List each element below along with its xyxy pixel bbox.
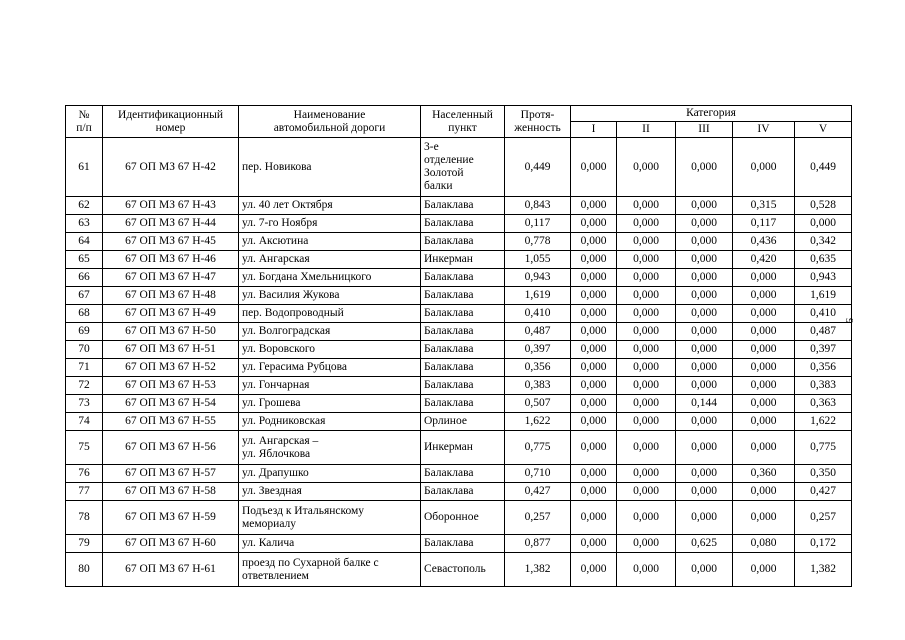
- cell-category-2: 0,000: [617, 501, 676, 535]
- cell-num: 66: [66, 269, 103, 287]
- cell-num: 77: [66, 483, 103, 501]
- cell-category-2: 0,000: [617, 413, 676, 431]
- cell-category-5: 0,000: [795, 215, 852, 233]
- cell-num: 69: [66, 323, 103, 341]
- cell-category-1: 0,000: [571, 483, 617, 501]
- cell-id: 67 ОП МЗ 67 Н-46: [103, 251, 239, 269]
- cell-road-name: ул. 7-го Ноября: [239, 215, 421, 233]
- cell-category-3: 0,000: [676, 377, 733, 395]
- page-number: 9: [843, 318, 855, 324]
- cell-num: 68: [66, 305, 103, 323]
- cell-category-1: 0,000: [571, 395, 617, 413]
- cell-category-4: 0,000: [733, 501, 795, 535]
- cell-road-name: пер. Водопроводный: [239, 305, 421, 323]
- cell-length: 0,943: [505, 269, 571, 287]
- cell-category-3: 0,000: [676, 431, 733, 465]
- cell-id: 67 ОП МЗ 67 Н-54: [103, 395, 239, 413]
- cell-id: 67 ОП МЗ 67 Н-57: [103, 465, 239, 483]
- cell-category-3: 0,000: [676, 501, 733, 535]
- cell-category-5: 0,350: [795, 465, 852, 483]
- cell-category-3: 0,000: [676, 287, 733, 305]
- header-place: Населенный пункт: [421, 106, 505, 138]
- table-row: [66, 535, 852, 553]
- cell-road-name: ул. Гончарная: [239, 377, 421, 395]
- cell-category-4: 0,000: [733, 341, 795, 359]
- cell-place: Балаклава: [421, 483, 505, 501]
- cell-category-2: 0,000: [617, 323, 676, 341]
- table-row: [66, 377, 852, 395]
- table-row: [66, 233, 852, 251]
- cell-category-5: 1,382: [795, 553, 852, 587]
- cell-category-5: 0,363: [795, 395, 852, 413]
- cell-category-1: 0,000: [571, 377, 617, 395]
- table-row: [66, 413, 852, 431]
- cell-length: 0,449: [505, 138, 571, 197]
- cell-place: Балаклава: [421, 323, 505, 341]
- cell-num: 65: [66, 251, 103, 269]
- cell-place: Балаклава: [421, 341, 505, 359]
- cell-id: 67 ОП МЗ 67 Н-60: [103, 535, 239, 553]
- cell-road-name: ул. Воровского: [239, 341, 421, 359]
- cell-category-4: 0,000: [733, 269, 795, 287]
- header-num: № п/п: [66, 106, 103, 138]
- cell-category-3: 0,000: [676, 305, 733, 323]
- cell-id: 67 ОП МЗ 67 Н-44: [103, 215, 239, 233]
- cell-num: 73: [66, 395, 103, 413]
- cell-num: 61: [66, 138, 103, 197]
- cell-place: Балаклава: [421, 233, 505, 251]
- cell-place: Балаклава: [421, 197, 505, 215]
- table-row: [66, 341, 852, 359]
- table-body: [66, 138, 852, 587]
- cell-length: 1,382: [505, 553, 571, 587]
- cell-length: 0,775: [505, 431, 571, 465]
- header-length: Протя- женность: [505, 106, 571, 138]
- cell-length: 0,710: [505, 465, 571, 483]
- cell-category-2: 0,000: [617, 287, 676, 305]
- cell-category-4: 0,315: [733, 197, 795, 215]
- cell-category-4: 0,000: [733, 395, 795, 413]
- cell-length: 0,877: [505, 535, 571, 553]
- cell-category-4: 0,000: [733, 359, 795, 377]
- cell-category-5: 1,619: [795, 287, 852, 305]
- cell-road-name: ул. Драпушко: [239, 465, 421, 483]
- cell-category-2: 0,000: [617, 138, 676, 197]
- cell-category-4: 0,420: [733, 251, 795, 269]
- cell-num: 78: [66, 501, 103, 535]
- cell-category-1: 0,000: [571, 197, 617, 215]
- cell-place: Инкерман: [421, 431, 505, 465]
- cell-category-1: 0,000: [571, 431, 617, 465]
- cell-length: 0,778: [505, 233, 571, 251]
- roads-table: [65, 105, 852, 587]
- cell-category-4: 0,117: [733, 215, 795, 233]
- cell-category-5: 0,383: [795, 377, 852, 395]
- table-row: [66, 323, 852, 341]
- cell-road-name: ул. Аксютина: [239, 233, 421, 251]
- cell-category-2: 0,000: [617, 465, 676, 483]
- cell-category-4: 0,000: [733, 138, 795, 197]
- cell-place: Севастополь: [421, 553, 505, 587]
- cell-category-3: 0,000: [676, 341, 733, 359]
- cell-category-5: 0,528: [795, 197, 852, 215]
- table-row: [66, 553, 852, 587]
- cell-id: 67 ОП МЗ 67 Н-49: [103, 305, 239, 323]
- cell-category-5: 0,410: [795, 305, 852, 323]
- cell-place: Балаклава: [421, 395, 505, 413]
- cell-road-name: Подъезд к Итальянскому мемориалу: [239, 501, 421, 535]
- cell-category-4: 0,000: [733, 377, 795, 395]
- cell-category-4: 0,080: [733, 535, 795, 553]
- cell-category-2: 0,000: [617, 233, 676, 251]
- cell-place: 3-е отделение Золотой балки: [421, 138, 505, 197]
- cell-id: 67 ОП МЗ 67 Н-59: [103, 501, 239, 535]
- cell-num: 62: [66, 197, 103, 215]
- cell-category-3: 0,000: [676, 269, 733, 287]
- cell-category-5: 0,257: [795, 501, 852, 535]
- cell-num: 67: [66, 287, 103, 305]
- cell-place: Балаклава: [421, 377, 505, 395]
- header-name: Наименование автомобильной дороги: [239, 106, 421, 138]
- cell-road-name: пер. Новикова: [239, 138, 421, 197]
- cell-place: Балаклава: [421, 215, 505, 233]
- cell-category-4: 0,000: [733, 287, 795, 305]
- cell-category-1: 0,000: [571, 359, 617, 377]
- cell-length: 1,055: [505, 251, 571, 269]
- cell-category-1: 0,000: [571, 553, 617, 587]
- cell-category-3: 0,000: [676, 323, 733, 341]
- cell-id: 67 ОП МЗ 67 Н-58: [103, 483, 239, 501]
- cell-num: 80: [66, 553, 103, 587]
- table-row: [66, 501, 852, 535]
- cell-num: 70: [66, 341, 103, 359]
- cell-id: 67 ОП МЗ 67 Н-47: [103, 269, 239, 287]
- cell-category-3: 0,000: [676, 233, 733, 251]
- cell-place: Оборонное: [421, 501, 505, 535]
- cell-category-1: 0,000: [571, 287, 617, 305]
- cell-category-2: 0,000: [617, 359, 676, 377]
- cell-category-1: 0,000: [571, 251, 617, 269]
- cell-category-2: 0,000: [617, 269, 676, 287]
- cell-category-2: 0,000: [617, 341, 676, 359]
- cell-category-1: 0,000: [571, 501, 617, 535]
- cell-category-3: 0,144: [676, 395, 733, 413]
- cell-place: Балаклава: [421, 269, 505, 287]
- cell-length: 0,397: [505, 341, 571, 359]
- cell-category-5: 0,487: [795, 323, 852, 341]
- cell-category-1: 0,000: [571, 215, 617, 233]
- cell-road-name: ул. Волгоградская: [239, 323, 421, 341]
- header-cat-3: III: [676, 122, 733, 138]
- table-row: [66, 251, 852, 269]
- cell-category-5: 1,622: [795, 413, 852, 431]
- cell-category-2: 0,000: [617, 535, 676, 553]
- cell-category-2: 0,000: [617, 305, 676, 323]
- cell-category-4: 0,000: [733, 431, 795, 465]
- cell-category-5: 0,775: [795, 431, 852, 465]
- cell-category-3: 0,625: [676, 535, 733, 553]
- cell-num: 72: [66, 377, 103, 395]
- cell-road-name: ул. Звездная: [239, 483, 421, 501]
- cell-id: 67 ОП МЗ 67 Н-43: [103, 197, 239, 215]
- table-row: [66, 305, 852, 323]
- cell-length: 1,622: [505, 413, 571, 431]
- cell-category-4: 0,000: [733, 323, 795, 341]
- cell-category-2: 0,000: [617, 377, 676, 395]
- cell-category-5: 0,635: [795, 251, 852, 269]
- cell-category-5: 0,342: [795, 233, 852, 251]
- cell-category-3: 0,000: [676, 251, 733, 269]
- cell-length: 0,427: [505, 483, 571, 501]
- cell-id: 67 ОП МЗ 67 Н-61: [103, 553, 239, 587]
- header-cat-2: II: [617, 122, 676, 138]
- cell-road-name: ул. Ангарская: [239, 251, 421, 269]
- cell-category-5: 0,449: [795, 138, 852, 197]
- cell-num: 76: [66, 465, 103, 483]
- cell-category-3: 0,000: [676, 553, 733, 587]
- table-row: [66, 138, 852, 197]
- cell-id: 67 ОП МЗ 67 Н-42: [103, 138, 239, 197]
- cell-category-2: 0,000: [617, 395, 676, 413]
- cell-category-5: 0,172: [795, 535, 852, 553]
- table-row: [66, 269, 852, 287]
- cell-category-3: 0,000: [676, 215, 733, 233]
- cell-category-4: 0,000: [733, 413, 795, 431]
- cell-category-1: 0,000: [571, 413, 617, 431]
- cell-place: Орлиное: [421, 413, 505, 431]
- cell-id: 67 ОП МЗ 67 Н-51: [103, 341, 239, 359]
- table-row: [66, 431, 852, 465]
- cell-num: 63: [66, 215, 103, 233]
- cell-category-3: 0,000: [676, 413, 733, 431]
- cell-category-5: 0,427: [795, 483, 852, 501]
- header-cat-5: V: [795, 122, 852, 138]
- cell-category-4: 0,000: [733, 483, 795, 501]
- table-row: [66, 359, 852, 377]
- cell-id: 67 ОП МЗ 67 Н-52: [103, 359, 239, 377]
- cell-length: 0,356: [505, 359, 571, 377]
- cell-road-name: проезд по Сухарной балке с ответвлением: [239, 553, 421, 587]
- cell-place: Балаклава: [421, 287, 505, 305]
- cell-category-1: 0,000: [571, 138, 617, 197]
- cell-category-5: 0,397: [795, 341, 852, 359]
- cell-length: 0,507: [505, 395, 571, 413]
- cell-category-3: 0,000: [676, 359, 733, 377]
- cell-length: 0,383: [505, 377, 571, 395]
- cell-length: 0,117: [505, 215, 571, 233]
- cell-road-name: ул. Ангарская – ул. Яблочкова: [239, 431, 421, 465]
- cell-road-name: ул. Богдана Хмельницкого: [239, 269, 421, 287]
- cell-category-3: 0,000: [676, 197, 733, 215]
- cell-num: 71: [66, 359, 103, 377]
- cell-length: 1,619: [505, 287, 571, 305]
- cell-place: Балаклава: [421, 535, 505, 553]
- cell-num: 75: [66, 431, 103, 465]
- cell-num: 64: [66, 233, 103, 251]
- cell-length: 0,843: [505, 197, 571, 215]
- cell-num: 74: [66, 413, 103, 431]
- table-row: [66, 483, 852, 501]
- cell-num: 79: [66, 535, 103, 553]
- cell-road-name: ул. Родниковская: [239, 413, 421, 431]
- cell-category-4: 0,360: [733, 465, 795, 483]
- table-row: [66, 215, 852, 233]
- cell-category-5: 0,943: [795, 269, 852, 287]
- cell-category-2: 0,000: [617, 197, 676, 215]
- cell-place: Балаклава: [421, 465, 505, 483]
- cell-road-name: ул. Василия Жукова: [239, 287, 421, 305]
- header-cat-1: I: [571, 122, 617, 138]
- table-row: [66, 395, 852, 413]
- cell-category-1: 0,000: [571, 535, 617, 553]
- cell-category-1: 0,000: [571, 305, 617, 323]
- cell-category-2: 0,000: [617, 553, 676, 587]
- cell-place: Инкерман: [421, 251, 505, 269]
- cell-category-2: 0,000: [617, 251, 676, 269]
- cell-road-name: ул. Герасима Рубцова: [239, 359, 421, 377]
- cell-id: 67 ОП МЗ 67 Н-48: [103, 287, 239, 305]
- cell-length: 0,410: [505, 305, 571, 323]
- cell-category-4: 0,000: [733, 553, 795, 587]
- cell-category-1: 0,000: [571, 465, 617, 483]
- cell-category-1: 0,000: [571, 269, 617, 287]
- header-cat-4: IV: [733, 122, 795, 138]
- cell-road-name: ул. Грошева: [239, 395, 421, 413]
- cell-place: Балаклава: [421, 359, 505, 377]
- cell-category-3: 0,000: [676, 483, 733, 501]
- cell-category-5: 0,356: [795, 359, 852, 377]
- document-sheet: [65, 105, 852, 587]
- cell-category-3: 0,000: [676, 465, 733, 483]
- cell-road-name: ул. Калича: [239, 535, 421, 553]
- cell-category-2: 0,000: [617, 431, 676, 465]
- cell-id: 67 ОП МЗ 67 Н-50: [103, 323, 239, 341]
- header-category: Категория: [571, 106, 852, 122]
- cell-category-4: 0,436: [733, 233, 795, 251]
- cell-category-1: 0,000: [571, 233, 617, 251]
- cell-category-2: 0,000: [617, 483, 676, 501]
- cell-id: 67 ОП МЗ 67 Н-53: [103, 377, 239, 395]
- cell-category-1: 0,000: [571, 341, 617, 359]
- cell-category-2: 0,000: [617, 215, 676, 233]
- cell-id: 67 ОП МЗ 67 Н-55: [103, 413, 239, 431]
- cell-category-4: 0,000: [733, 305, 795, 323]
- table-row: [66, 197, 852, 215]
- table-row: [66, 465, 852, 483]
- cell-length: 0,257: [505, 501, 571, 535]
- cell-road-name: ул. 40 лет Октября: [239, 197, 421, 215]
- cell-id: 67 ОП МЗ 67 Н-45: [103, 233, 239, 251]
- table-row: [66, 287, 852, 305]
- cell-category-1: 0,000: [571, 323, 617, 341]
- cell-id: 67 ОП МЗ 67 Н-56: [103, 431, 239, 465]
- cell-length: 0,487: [505, 323, 571, 341]
- header-id: Идентификационный номер: [103, 106, 239, 138]
- cell-place: Балаклава: [421, 305, 505, 323]
- cell-category-3: 0,000: [676, 138, 733, 197]
